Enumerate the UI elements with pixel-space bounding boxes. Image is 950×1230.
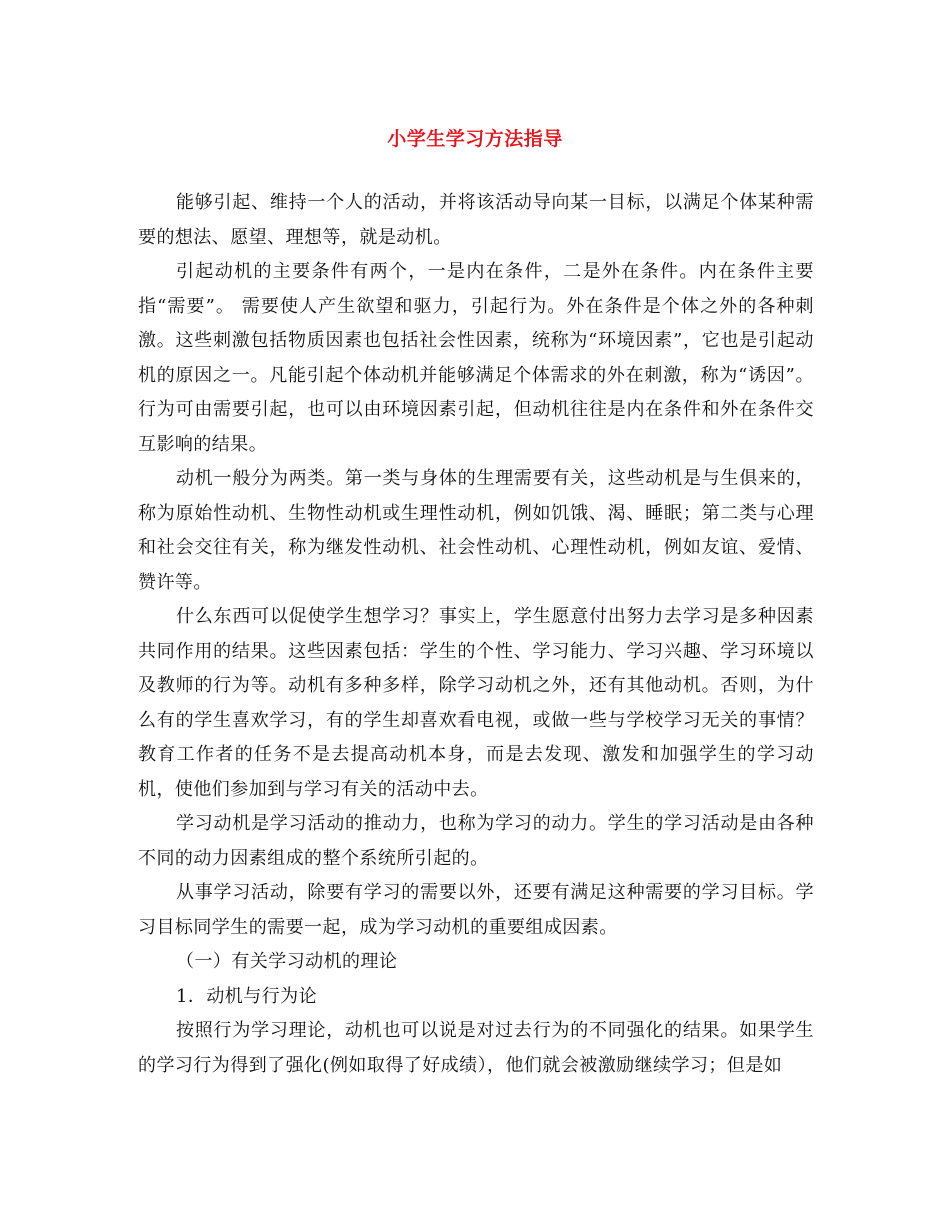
paragraph: 能够引起、维持一个人的活动，并将该活动导向某一目标，以满足个体某种需要的想法、愿望、理想等，就是动机。 bbox=[138, 192, 814, 248]
paragraph: 引起动机的主要条件有两个，一是内在条件，二是外在条件。内在条件主要指“需要”。 需要使人产生欲望和驱力，引起行为。外在条件是个体之外的各种刺激。这些刺激包括物质因素也包括社会性因素，统称为“环境因素”，它也是引起动机的原因之一。凡能引起个体动机并能够满足个体需求的外在刺激，称为“诱因”。行为可由需要引起，也可以由环境因素引起，但动机往往是内在条件和外在条件交互影响的结果。 bbox=[138, 261, 814, 455]
document-title: 小学生学习方法指导 bbox=[387, 128, 563, 150]
paragraph: 动机一般分为两类。第一类与身体的生理需要有关，这些动机是与生俱来的，称为原始性动机、生物性动机或生理性动机，例如饥饿、渴、睡眠；第二类与心理和社会交往有关，称为继发性动机、社会性动机、心理性动机，例如友谊、爱情、赞许等。 bbox=[138, 468, 814, 593]
paragraph: 从事学习活动，除要有学习的需要以外，还要有满足这种需要的学习目标。学习目标同学生的需要一起，成为学习动机的重要组成因素。 bbox=[138, 882, 814, 938]
section-heading: （一）有关学习动机的理论 bbox=[176, 951, 398, 972]
subsection-heading: 1．动机与行为论 bbox=[176, 985, 318, 1007]
paragraph: 什么东西可以促使学生想学习？事实上，学生愿意付出努力去学习是多种因素共同作用的结果。这些因素包括：学生的个性、学习能力、学习兴趣、学习环境以及教师的行为等。动机有多种多样，除学习动机之外，还有其他动机。否则，为什么有的学生喜欢学习，有的学生却喜欢看电视，或做一些与学校学习无关的事情？教育工作者的任务不是去提高动机本身，而是去发现、激发和加强学生的学习动机，使他们参加到与学习有关的活动中去。 bbox=[138, 606, 814, 800]
paragraph: 按照行为学习理论，动机也可以说是对过去行为的不同强化的结果。如果学生的学习行为得到了强化(例如取得了好成绩），他们就会被激励继续学习；但是如 bbox=[138, 1020, 814, 1076]
paragraph: 学习动机是学习活动的推动力，也称为学习的动力。学生的学习活动是由各种不同的动力因素组成的整个系统所引起的。 bbox=[138, 813, 814, 869]
document-body bbox=[138, 186, 814, 1083]
